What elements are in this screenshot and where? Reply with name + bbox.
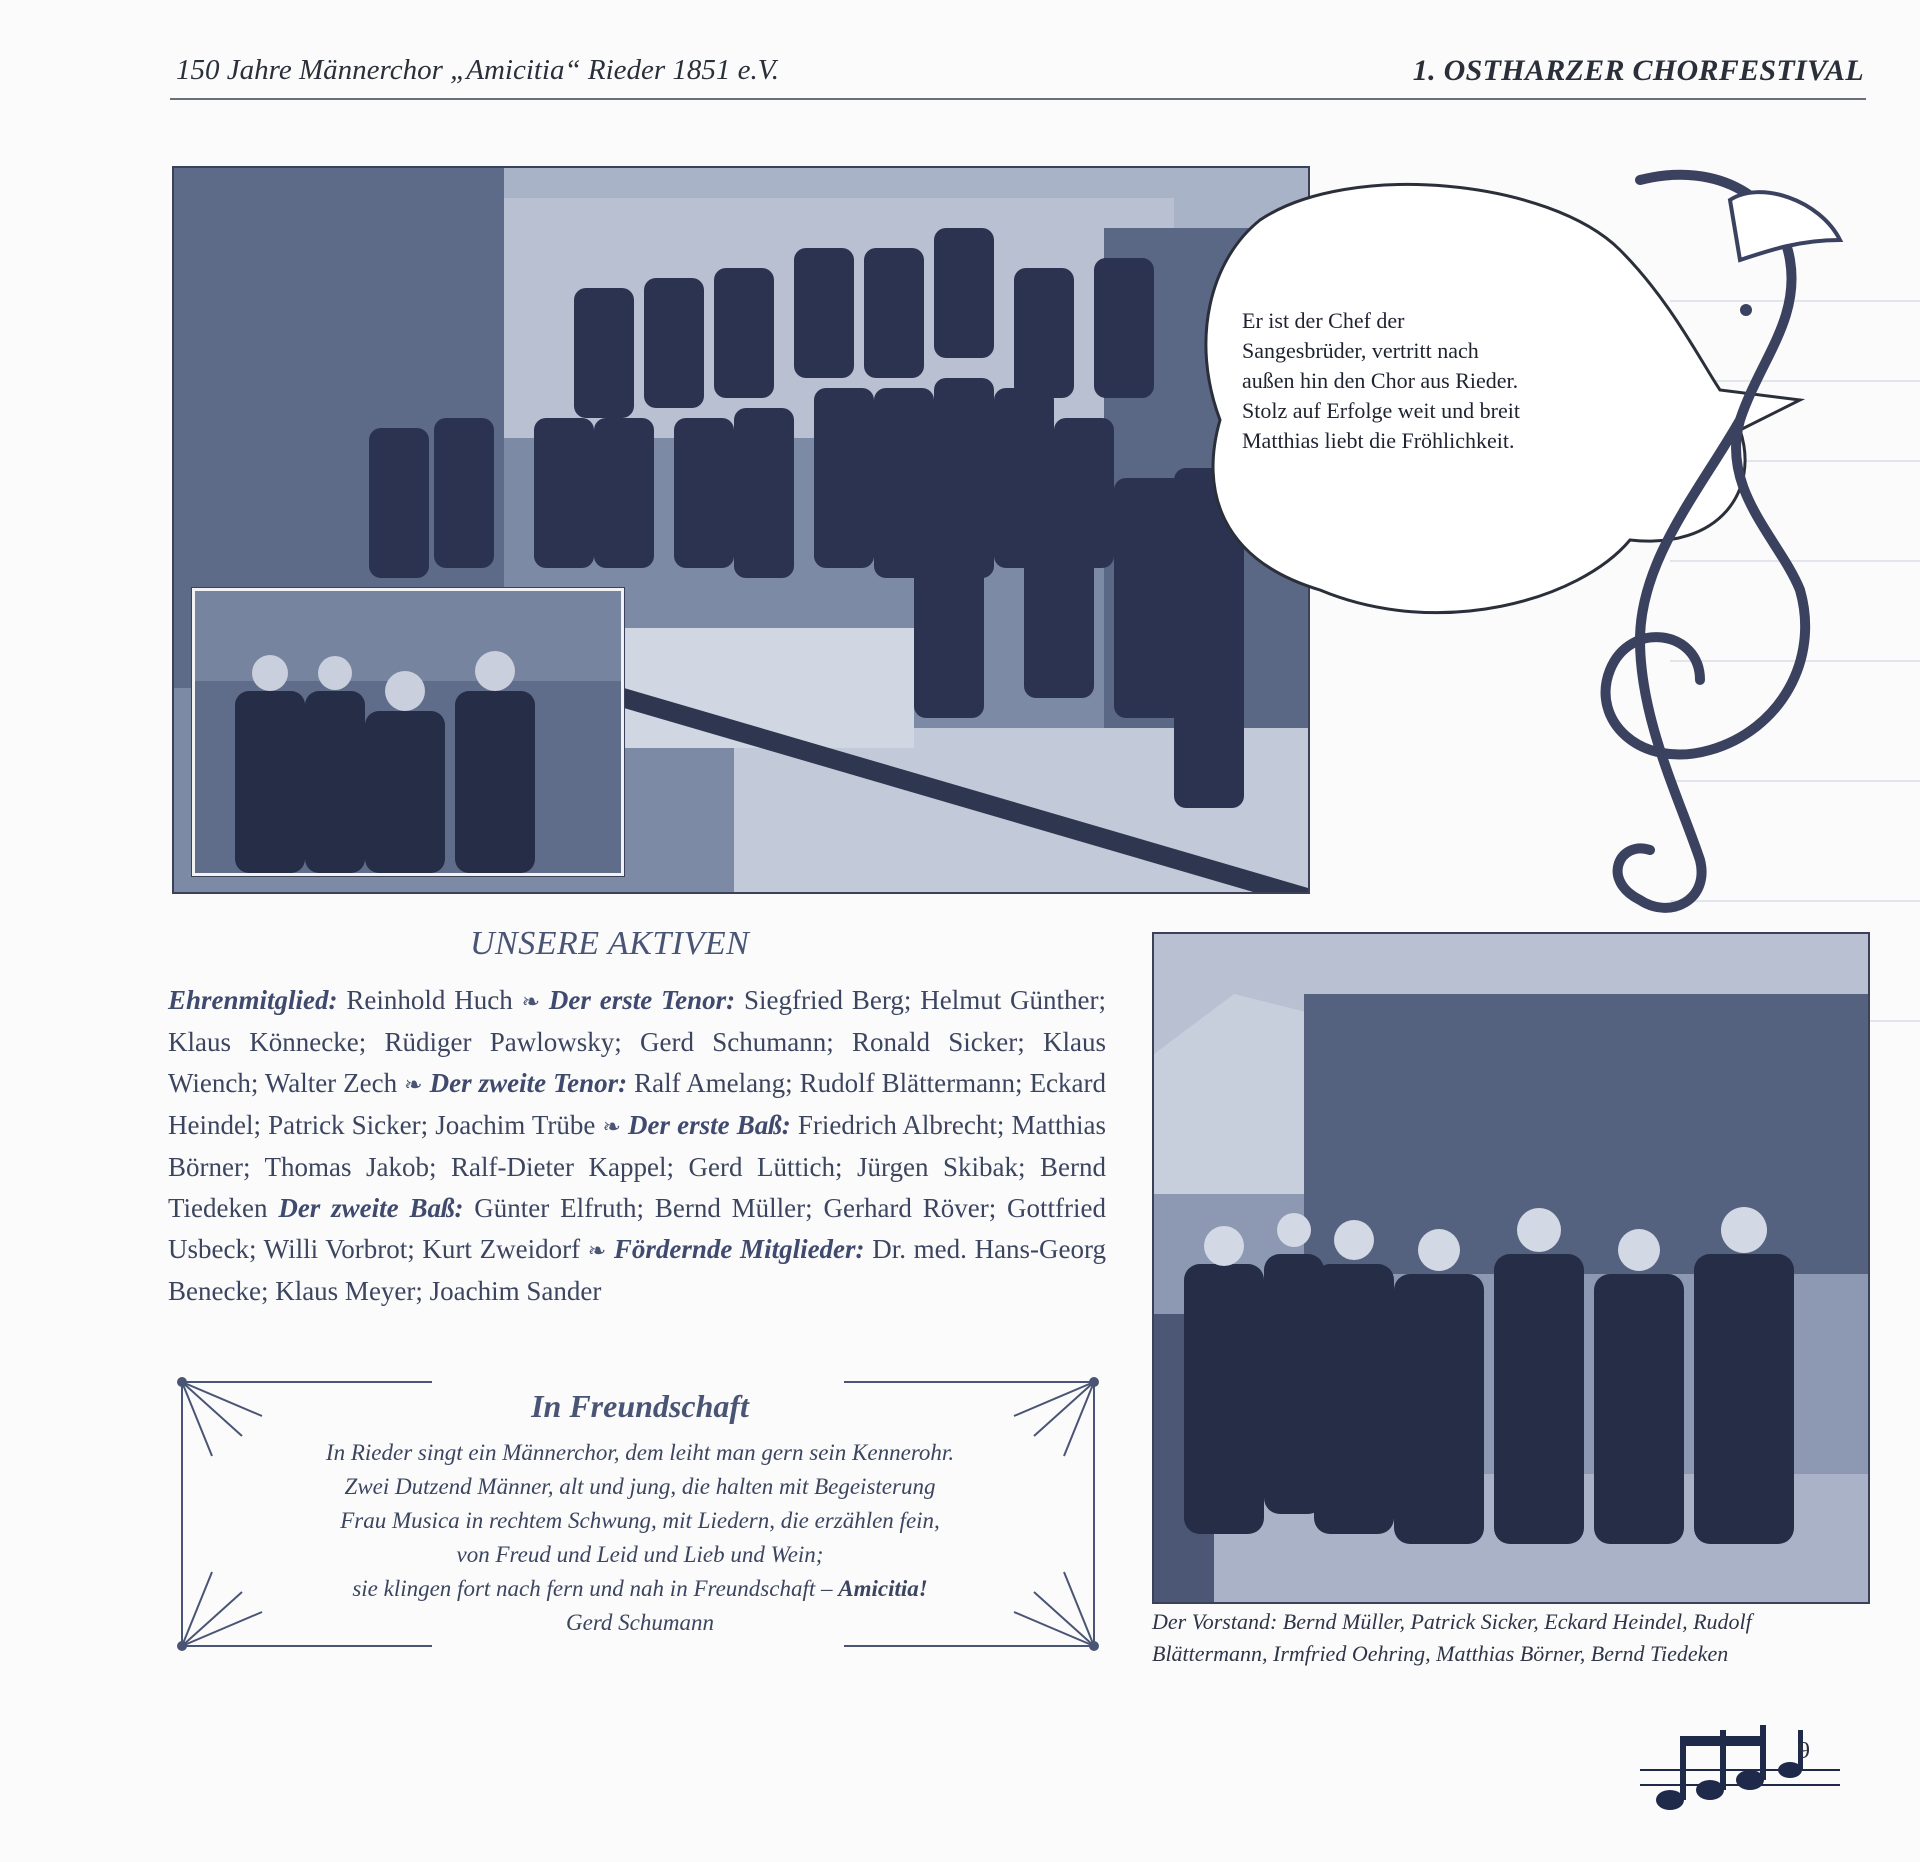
bubble-line: Sangesbrüder, vertritt nach <box>1242 338 1479 363</box>
poem-emphasis: Amicitia! <box>838 1576 928 1601</box>
poem-title: In Freundschaft <box>531 1388 749 1424</box>
members-heading: UNSERE AKTIVEN <box>470 925 750 962</box>
poem-body <box>200 1436 1080 1640</box>
header-rule <box>170 98 1866 100</box>
group-label: Der zweite Tenor: <box>429 1068 628 1098</box>
poem-line: von Freud und Leid und Lieb und Wein; <box>456 1542 824 1567</box>
bubble-line: Er ist der Chef der <box>1242 308 1405 333</box>
inset-photo-four-men <box>192 588 624 876</box>
members-list <box>168 980 1106 1312</box>
speech-bubble-text <box>1242 306 1592 456</box>
group-names: Friedrich Albrecht; Matthias Börner; Thomas Jakob; Ralf-Dieter Kappel; Gerd Lüttich; Jürgen Skibak; Bernd Tiedeken <box>168 1110 1106 1223</box>
bubble-line: außen hin den Chor aus Rieder. <box>1242 368 1519 393</box>
fleuron-separator: ❧ <box>602 1114 621 1139</box>
group-label: Der erste Baß: <box>628 1110 791 1140</box>
fleuron-separator: ❧ <box>404 1072 423 1097</box>
group-label: Der zweite Baß: <box>278 1193 464 1223</box>
bubble-line: Matthias liebt die Fröhlichkeit. <box>1242 428 1515 453</box>
poem-author: Gerd Schumann <box>566 1610 714 1635</box>
group-label: Ehrenmitglied: <box>168 985 338 1015</box>
board-members-photo <box>1152 932 1870 1604</box>
poem-line: Frau Musica in rechtem Schwung, mit Liedern, die erzählen fein, <box>340 1508 940 1533</box>
fleuron-separator: ❧ <box>587 1238 607 1263</box>
running-title: 150 Jahre Männerchor „Amicitia“ Rieder 1851 e.V. <box>176 54 780 86</box>
music-notes-icon <box>1640 1700 1840 1830</box>
group-label: Der erste Tenor: <box>548 985 736 1015</box>
poem-line-text: sie klingen fort nach fern und nah in Freundschaft – <box>352 1576 839 1601</box>
poem-line: Zwei Dutzend Männer, alt und jung, die halten mit Begeisterung <box>344 1474 936 1499</box>
section-title: 1. OSTHARZER CHORFESTIVAL <box>1412 54 1864 87</box>
board-photo-caption: Der Vorstand: Bernd Müller, Patrick Sicker, Eckard Heindel, Rudolf Blättermann, Irmfried Oehring, Matthias Börner, Bernd Tiedeken <box>1152 1609 1752 1666</box>
fleuron-separator: ❧ <box>521 989 541 1014</box>
treble-clef-character-illustration <box>1200 160 1860 920</box>
group-names: Reinhold Huch <box>346 985 513 1015</box>
group-names: Ralf Amelang; Rudolf Blättermann; Eckard Heindel; Patrick Sicker; Joachim Trübe <box>168 1068 1107 1140</box>
poem-line <box>200 1572 1080 1606</box>
group-names: Dr. med. Hans-Georg Benecke; Klaus Meyer; Joachim Sander <box>168 1234 1107 1306</box>
group-label: Fördernde Mitglieder: <box>613 1234 865 1264</box>
group-names: Siegfried Berg; Helmut Günther; Klaus Könnecke; Rüdiger Pawlowsky; Gerd Schumann; Ronald Sicker; Klaus Wiench; Walter Zech <box>168 985 1107 1098</box>
bubble-line: Stolz auf Erfolge weit und breit <box>1242 398 1520 423</box>
poem-line: In Rieder singt ein Männerchor, dem leiht man gern sein Kennerohr. <box>325 1440 955 1465</box>
group-names: Günter Elfruth; Bernd Müller; Gerhard Röver; Gottfried Usbeck; Willi Vorbrot; Kurt Zweidorf <box>168 1193 1107 1264</box>
page-number: 9 <box>1798 1738 1810 1764</box>
